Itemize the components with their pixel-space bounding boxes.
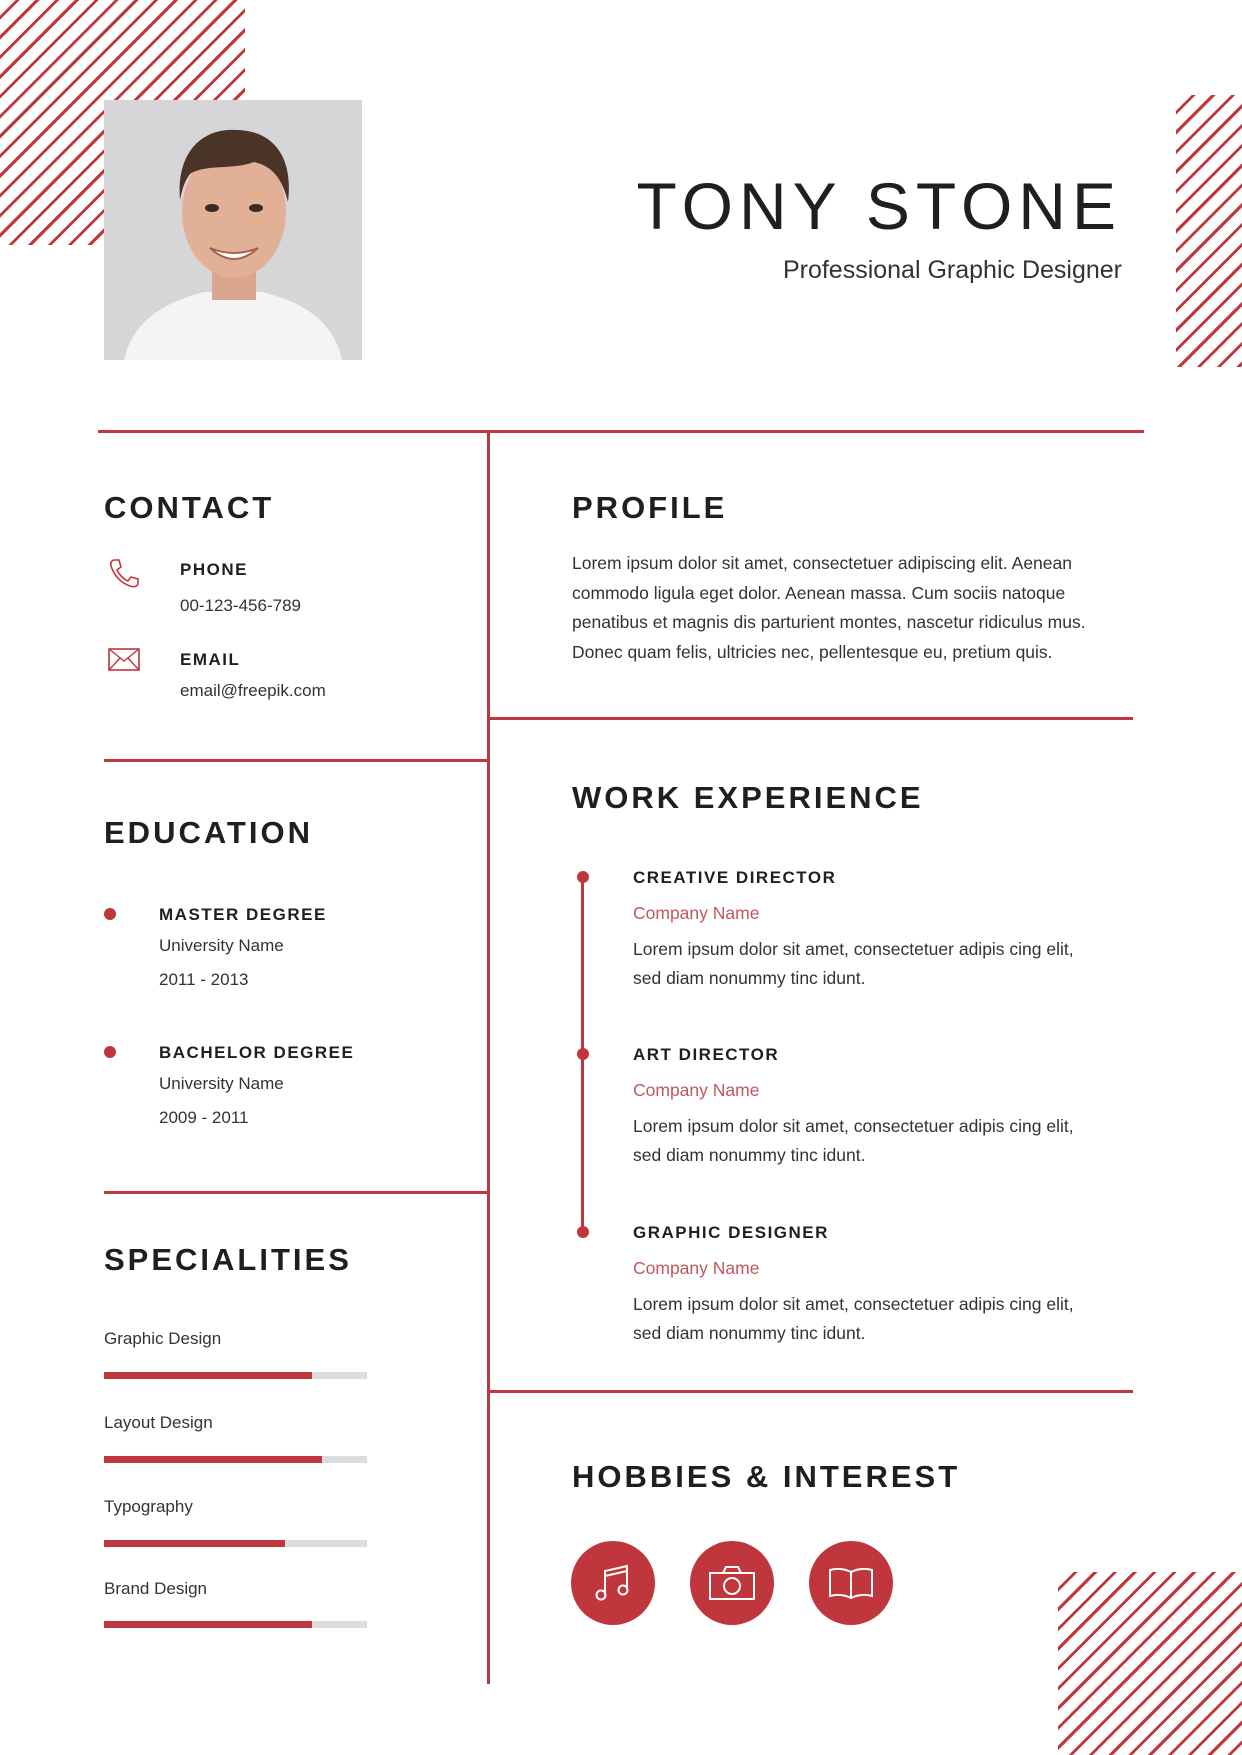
education-degree: MASTER DEGREE — [159, 905, 327, 924]
divider-work-hobbies — [490, 1390, 1133, 1393]
speciality-bar-fill — [104, 1621, 312, 1628]
speciality-name: Brand Design — [104, 1579, 208, 1598]
book-icon — [809, 1541, 893, 1625]
education-heading: EDUCATION — [104, 815, 313, 850]
education-school: University Name — [159, 1074, 284, 1093]
email-value: email@freepik.com — [180, 681, 326, 700]
work-timeline-dot — [577, 1226, 589, 1238]
speciality-name: Typography — [104, 1497, 193, 1516]
divider-contact-education — [104, 759, 488, 762]
music-note-icon — [571, 1541, 655, 1625]
job-description: sed diam nonummy tinc idunt. — [633, 1323, 866, 1343]
speciality-bar — [104, 1372, 367, 1379]
specialities-heading: SPECIALITIES — [104, 1242, 352, 1277]
job-description: sed diam nonummy tinc idunt. — [633, 968, 866, 988]
work-timeline-dot — [577, 1048, 589, 1060]
profile-line: Donec quam felis, ultricies nec, pellentesque eu, pretium quis. — [572, 641, 1053, 662]
phone-value: 00-123-456-789 — [180, 596, 301, 615]
speciality-name: Layout Design — [104, 1413, 213, 1432]
job-company: Company Name — [633, 903, 760, 923]
hobbies-heading: HOBBIES & INTEREST — [572, 1459, 961, 1494]
speciality-bar — [104, 1456, 367, 1463]
job-description: Lorem ipsum dolor sit amet, consectetuer adipis cing elit, — [633, 939, 1074, 959]
profile-photo — [104, 100, 362, 360]
profile-text — [572, 549, 1172, 667]
email-label: EMAIL — [180, 650, 241, 669]
divider-profile-work — [490, 717, 1133, 720]
speciality-name: Graphic Design — [104, 1329, 222, 1348]
stripe-pattern-top-right — [1176, 95, 1242, 367]
job-description: Lorem ipsum dolor sit amet, consectetuer adipis cing elit, — [633, 1294, 1074, 1314]
speciality-bar-fill — [104, 1456, 322, 1463]
education-bullet — [104, 1046, 116, 1058]
divider-top — [98, 430, 1144, 433]
job-title: GRAPHIC DESIGNER — [633, 1223, 829, 1242]
education-years: 2011 - 2013 — [159, 970, 249, 989]
profile-line: Lorem ipsum dolor sit amet, consectetuer adipiscing elit. Aenean — [572, 553, 1072, 573]
education-bullet — [104, 908, 116, 920]
work-heading: WORK EXPERIENCE — [572, 780, 924, 815]
candidate-title: Professional Graphic Designer — [782, 256, 1122, 284]
profile-line: commodo ligula eget dolor. Aenean massa. Cum sociis natoque — [572, 582, 1066, 603]
phone-label: PHONE — [180, 560, 248, 579]
divider-education-specialities — [104, 1191, 488, 1194]
job-description: Lorem ipsum dolor sit amet, consectetuer adipis cing elit, — [633, 1116, 1074, 1136]
profile-line: penatibus et magnis dis parturient montes, nascetur ridiculus mus. — [572, 612, 1086, 632]
person-portrait-icon — [104, 100, 362, 360]
candidate-name: TONY STONE — [636, 169, 1122, 243]
speciality-bar — [104, 1540, 367, 1547]
education-degree: BACHELOR DEGREE — [159, 1043, 355, 1062]
contact-heading: CONTACT — [104, 490, 275, 525]
work-timeline-dot — [577, 871, 589, 883]
camera-icon — [690, 1541, 774, 1625]
job-title: ART DIRECTOR — [633, 1045, 780, 1064]
education-school: University Name — [159, 936, 284, 955]
speciality-bar — [104, 1621, 367, 1628]
job-title: CREATIVE DIRECTOR — [633, 868, 837, 887]
speciality-bar-fill — [104, 1540, 285, 1547]
profile-heading: PROFILE — [572, 490, 728, 525]
education-years: 2009 - 2011 — [159, 1108, 249, 1127]
divider-vertical — [487, 432, 490, 1684]
job-description: sed diam nonummy tinc idunt. — [633, 1145, 866, 1165]
speciality-bar-fill — [104, 1372, 312, 1379]
stripe-pattern-bottom-right — [1058, 1572, 1242, 1755]
job-company: Company Name — [633, 1080, 760, 1100]
phone-icon — [108, 557, 140, 594]
envelope-icon — [108, 648, 140, 677]
job-company: Company Name — [633, 1258, 760, 1278]
